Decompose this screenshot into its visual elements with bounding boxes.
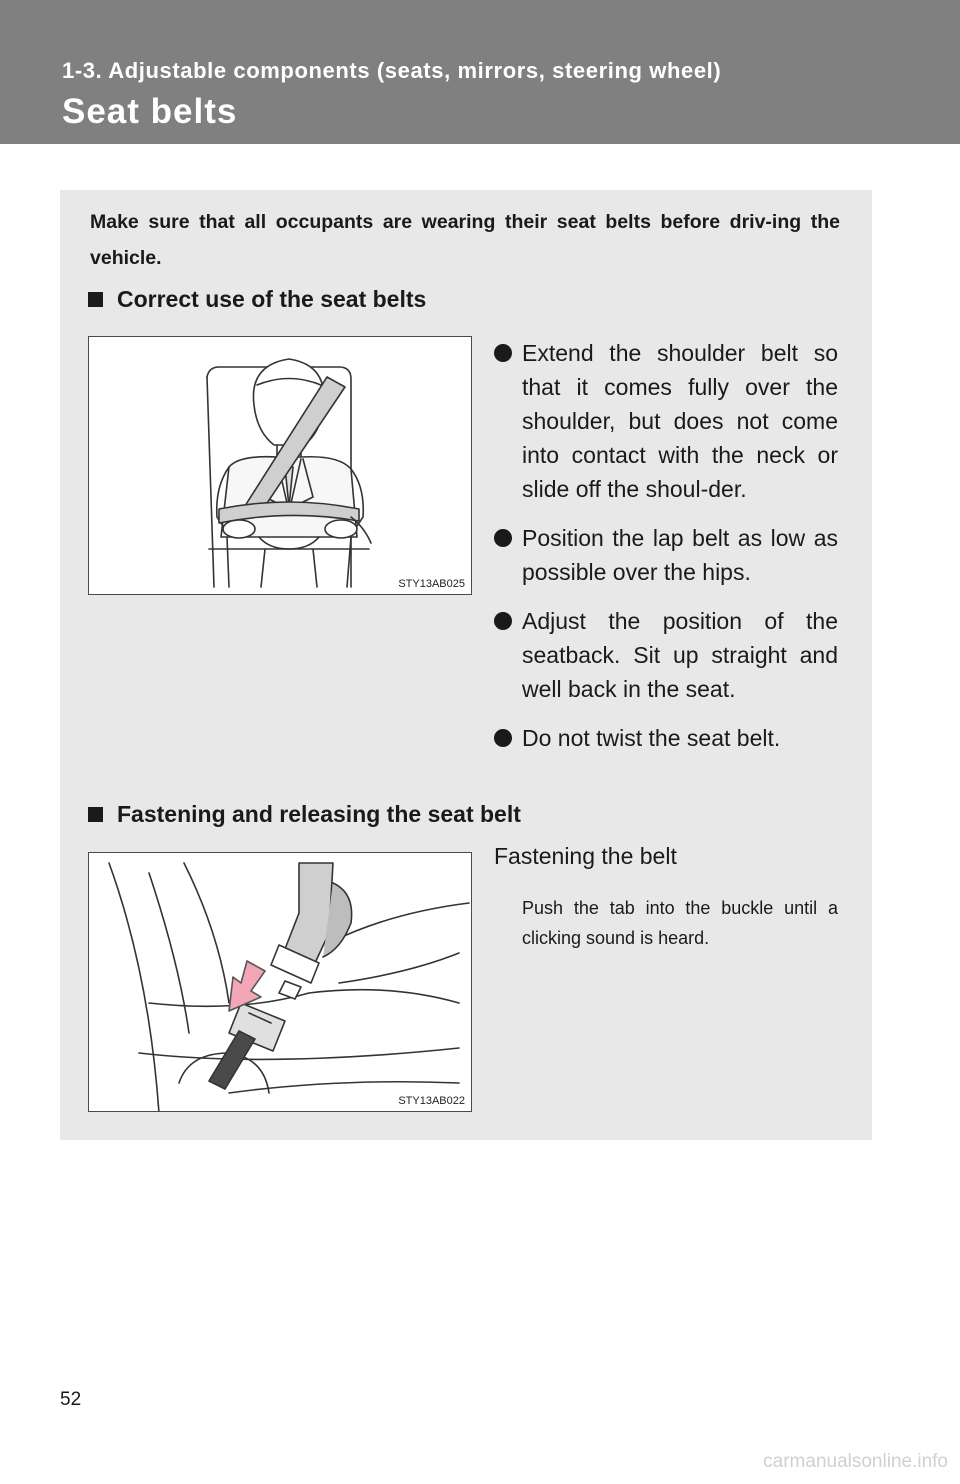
list-item: Extend the shoulder belt so that it comes fully over the shoulder, but does not come into contact with the neck or slide off the shoul-der. (494, 336, 838, 506)
correct-use-heading (88, 286, 426, 313)
chapter-header (0, 0, 960, 144)
list-item: Adjust the position of the seatback. Sit up straight and well back in the seat. (494, 604, 838, 706)
bullet-dot-icon (494, 529, 512, 547)
buckle-illustration (89, 853, 472, 1112)
seated-occupant-figure (88, 336, 472, 595)
page-number: 52 (60, 1389, 82, 1410)
bullet-dot-icon (494, 612, 512, 630)
intro-text: Make sure that all occupants are wearing their seat belts before driv-ing the vehicle. (90, 211, 840, 269)
list-item: Position the lap belt as low as possible over the hips. (494, 521, 838, 589)
section-title: 1-3. Adjustable components (seats, mirrors, steering wheel) (62, 58, 722, 83)
page-title: Seat belts (62, 92, 238, 131)
fastening-description: Push the tab into the buckle until a clicking sound is heard. (522, 898, 838, 948)
watermark: carmanualsonline.info (763, 1451, 948, 1472)
bullet-dot-icon (494, 729, 512, 747)
figure-code-1: STY13AB025 (398, 578, 465, 590)
fastening-subtitle: Fastening the belt (494, 843, 677, 869)
correct-use-heading-text: Correct use of the seat belts (117, 286, 427, 312)
seated-occupant-illustration (89, 337, 472, 595)
fastening-heading-text: Fastening and releasing the seat belt (117, 801, 521, 827)
list-item: Do not twist the seat belt. (494, 721, 838, 755)
fastening-heading (88, 801, 521, 828)
correct-use-list (494, 336, 838, 770)
square-bullet-icon (88, 807, 103, 822)
figure-code-2: STY13AB022 (398, 1095, 465, 1107)
square-bullet-icon (88, 292, 103, 307)
bullet-dot-icon (494, 344, 512, 362)
buckle-figure (88, 852, 472, 1112)
